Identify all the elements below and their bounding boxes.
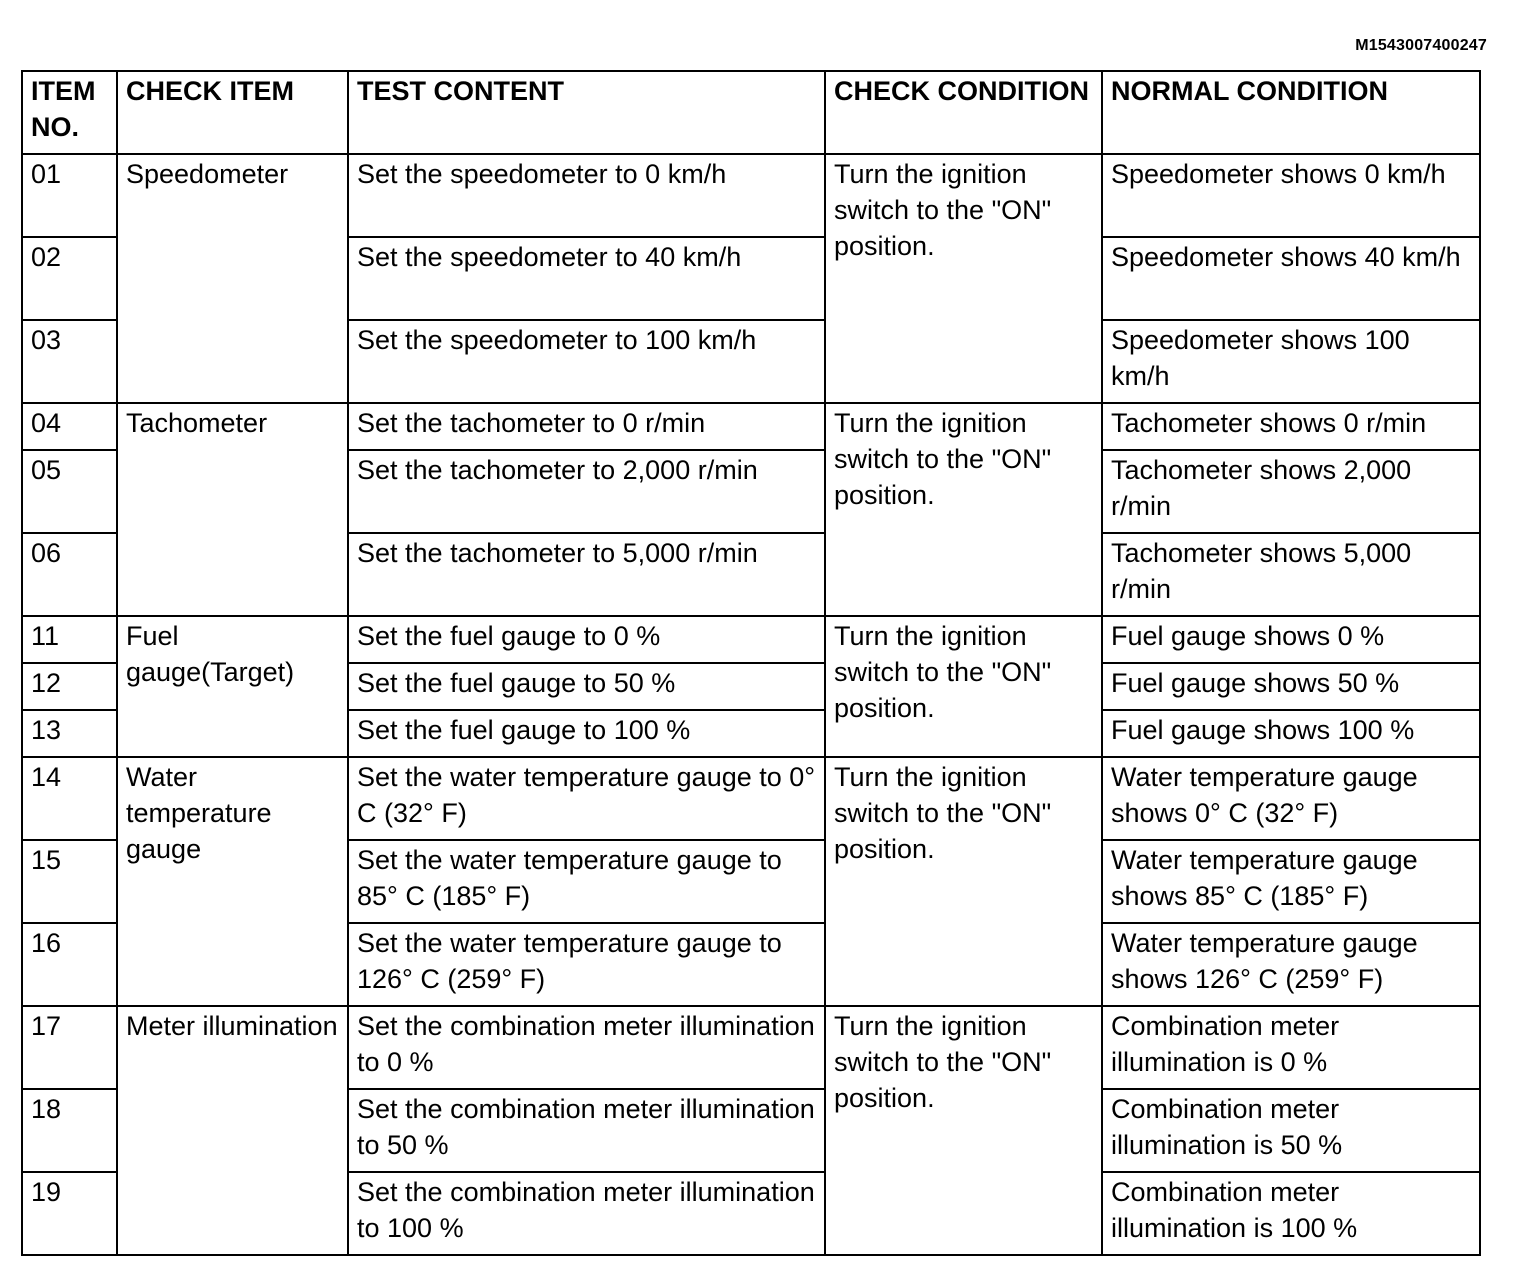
test-content-cell: Set the tachometer to 5,000 r/min: [348, 533, 825, 616]
check-table: [21, 70, 1481, 1256]
check-condition-cell: Turn the ignition switch to the "ON" position.: [825, 403, 1102, 616]
normal-condition-cell: Water temperature gauge shows 85° C (185° F): [1102, 840, 1480, 923]
normal-condition-cell: Combination meter illumination is 50 %: [1102, 1089, 1480, 1172]
normal-condition-cell: Tachometer shows 5,000 r/min: [1102, 533, 1480, 616]
normal-condition-cell: Water temperature gauge shows 126° C (259° F): [1102, 923, 1480, 1006]
test-content-cell: Set the combination meter illumination to 100 %: [348, 1172, 825, 1255]
table-row: [22, 616, 1480, 663]
item-no-cell: 03: [22, 320, 117, 403]
header-test-content: TEST CONTENT: [348, 71, 825, 154]
table-row: [22, 1006, 1480, 1089]
header-normal-condition: NORMAL CONDITION: [1102, 71, 1480, 154]
normal-condition-cell: Tachometer shows 0 r/min: [1102, 403, 1480, 450]
table-row: [22, 154, 1480, 237]
test-content-cell: Set the tachometer to 0 r/min: [348, 403, 825, 450]
test-content-cell: Set the water temperature gauge to 126° C (259° F): [348, 923, 825, 1006]
normal-condition-cell: Fuel gauge shows 100 %: [1102, 710, 1480, 757]
test-content-cell: Set the fuel gauge to 100 %: [348, 710, 825, 757]
check-item-cell: Water temperature gauge: [117, 757, 348, 1006]
item-no-cell: 11: [22, 616, 117, 663]
document-id: M1543007400247: [1355, 37, 1487, 54]
check-item-cell: Meter illumination: [117, 1006, 348, 1255]
item-no-cell: 15: [22, 840, 117, 923]
item-no-cell: 13: [22, 710, 117, 757]
normal-condition-cell: Speedometer shows 100 km/h: [1102, 320, 1480, 403]
test-content-cell: Set the tachometer to 2,000 r/min: [348, 450, 825, 533]
item-no-cell: 01: [22, 154, 117, 237]
item-no-cell: 19: [22, 1172, 117, 1255]
test-content-cell: Set the speedometer to 100 km/h: [348, 320, 825, 403]
test-content-cell: Set the fuel gauge to 50 %: [348, 663, 825, 710]
item-no-cell: 14: [22, 757, 117, 840]
check-item-cell: Speedometer: [117, 154, 348, 403]
normal-condition-cell: Speedometer shows 0 km/h: [1102, 154, 1480, 237]
item-no-cell: 16: [22, 923, 117, 1006]
item-no-cell: 12: [22, 663, 117, 710]
item-no-cell: 18: [22, 1089, 117, 1172]
test-content-cell: Set the fuel gauge to 0 %: [348, 616, 825, 663]
check-condition-cell: Turn the ignition switch to the "ON" position.: [825, 616, 1102, 757]
normal-condition-cell: Combination meter illumination is 0 %: [1102, 1006, 1480, 1089]
table-row: [22, 403, 1480, 450]
normal-condition-cell: Water temperature gauge shows 0° C (32° F): [1102, 757, 1480, 840]
item-no-cell: 06: [22, 533, 117, 616]
normal-condition-cell: Fuel gauge shows 0 %: [1102, 616, 1480, 663]
header-item-no: ITEM NO.: [22, 71, 117, 154]
header-row: [22, 71, 1480, 154]
normal-condition-cell: Fuel gauge shows 50 %: [1102, 663, 1480, 710]
test-content-cell: Set the speedometer to 0 km/h: [348, 154, 825, 237]
test-content-cell: Set the water temperature gauge to 85° C (185° F): [348, 840, 825, 923]
item-no-cell: 04: [22, 403, 117, 450]
check-condition-cell: Turn the ignition switch to the "ON" position.: [825, 154, 1102, 403]
header-check-condition: CHECK CONDITION: [825, 71, 1102, 154]
test-content-cell: Set the water temperature gauge to 0° C (32° F): [348, 757, 825, 840]
check-item-cell: Fuel gauge(Target): [117, 616, 348, 757]
item-no-cell: 05: [22, 450, 117, 533]
normal-condition-cell: Speedometer shows 40 km/h: [1102, 237, 1480, 320]
check-item-cell: Tachometer: [117, 403, 348, 616]
normal-condition-cell: Combination meter illumination is 100 %: [1102, 1172, 1480, 1255]
header-check-item: CHECK ITEM: [117, 71, 348, 154]
check-condition-cell: Turn the ignition switch to the "ON" position.: [825, 1006, 1102, 1255]
item-no-cell: 17: [22, 1006, 117, 1089]
check-condition-cell: Turn the ignition switch to the "ON" position.: [825, 757, 1102, 1006]
test-content-cell: Set the combination meter illumination to 0 %: [348, 1006, 825, 1089]
test-content-cell: Set the combination meter illumination to 50 %: [348, 1089, 825, 1172]
item-no-cell: 02: [22, 237, 117, 320]
normal-condition-cell: Tachometer shows 2,000 r/min: [1102, 450, 1480, 533]
table-row: [22, 757, 1480, 840]
test-content-cell: Set the speedometer to 40 km/h: [348, 237, 825, 320]
